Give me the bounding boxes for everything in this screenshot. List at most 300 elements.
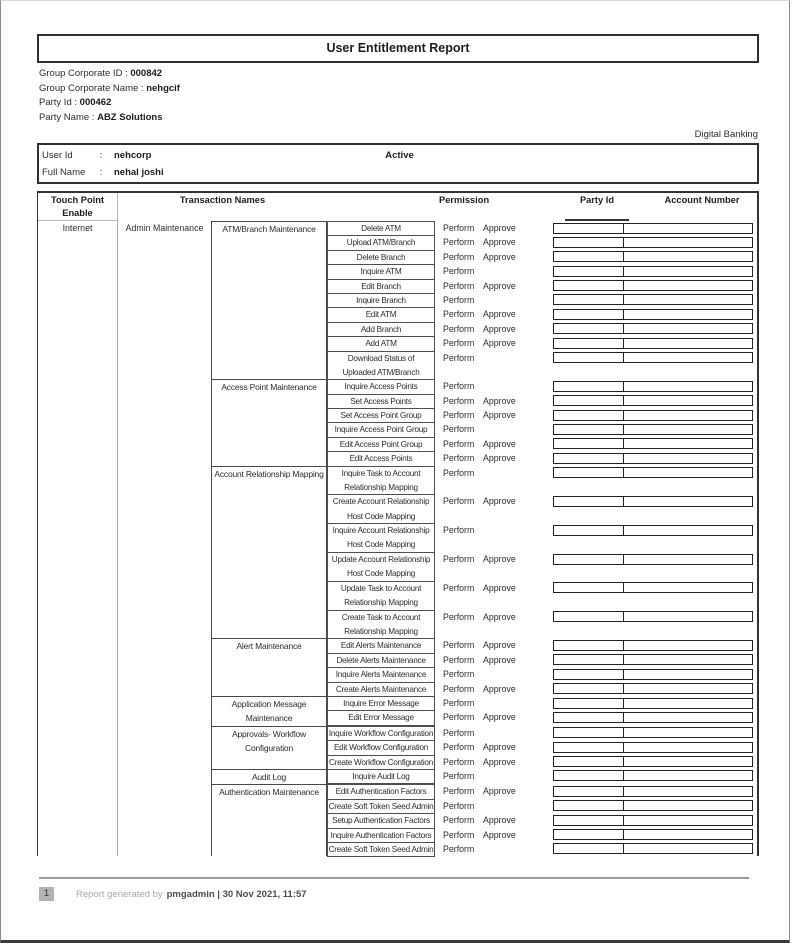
transaction-category-name <box>212 638 327 696</box>
account-number-box <box>624 641 752 650</box>
party-account-box <box>553 770 753 781</box>
approve-label: Approve <box>483 410 516 421</box>
account-number-box <box>624 655 752 664</box>
transaction-name-line: Inquire Branch <box>356 295 406 305</box>
transaction-name-line: Create Task to Account <box>341 612 421 622</box>
header-touch-point-enable <box>38 193 118 221</box>
party-id-box <box>554 526 624 535</box>
party-account-box <box>553 496 753 507</box>
transaction-row <box>327 828 757 843</box>
account-number-box <box>624 382 752 391</box>
party-account-box <box>553 309 753 320</box>
transaction-name-cell <box>327 784 435 799</box>
transaction-name-cell <box>327 494 435 524</box>
permission-cell <box>435 710 547 724</box>
transaction-row <box>327 250 757 265</box>
report-title: User Entitlement Report <box>326 41 470 55</box>
perform-label: Perform <box>443 683 475 694</box>
approve-label: Approve <box>483 815 516 826</box>
transaction-task-list <box>327 726 757 769</box>
entry-boxes <box>547 422 757 435</box>
entry-boxes <box>547 813 757 826</box>
account-number-box <box>624 238 752 247</box>
transaction-task-list <box>327 696 757 726</box>
party-account-box <box>553 829 753 840</box>
party-account-box <box>553 251 753 262</box>
transaction-name-line: Edit Access Point Group <box>339 439 423 449</box>
approve-label: Approve <box>483 237 516 248</box>
transaction-name-line: Delete Alerts Maintenance <box>336 655 426 665</box>
info-value: nehgcif <box>146 82 180 94</box>
table-body <box>38 221 757 856</box>
transaction-name-cell <box>327 755 435 770</box>
transaction-row <box>327 523 757 553</box>
entry-boxes <box>547 221 757 234</box>
account-number-box <box>624 684 752 693</box>
perform-label: Perform <box>443 438 475 449</box>
perform-label: Perform <box>443 251 475 262</box>
full-name-colon: : <box>99 166 103 178</box>
party-id-box <box>554 425 624 434</box>
party-id-box <box>554 454 624 463</box>
party-id-box <box>554 670 624 679</box>
transaction-name-cell <box>327 813 435 828</box>
party-account-box <box>553 395 753 406</box>
full-name-row <box>42 165 757 182</box>
party-id-box <box>554 757 624 766</box>
approve-label: Approve <box>483 323 516 334</box>
party-account-box <box>553 352 753 363</box>
transaction-name-line: Inquire Task to Account <box>341 468 421 478</box>
transaction-name-cell <box>327 682 435 697</box>
transaction-name-cell <box>327 653 435 668</box>
party-id-box <box>554 728 624 737</box>
transaction-section <box>212 769 757 784</box>
transaction-section <box>212 696 757 726</box>
transaction-name-cell <box>327 552 435 582</box>
permission-cell <box>435 799 547 813</box>
transaction-name-line: Inquire Access Points <box>344 382 418 392</box>
transaction-sections <box>212 221 757 856</box>
transaction-name-line: Relationship Mapping <box>344 482 418 492</box>
perform-label: Perform <box>443 582 475 593</box>
account-number-box <box>624 743 752 752</box>
party-account-box <box>553 525 753 536</box>
entry-boxes <box>547 653 757 666</box>
transaction-name-line: Edit Access Points <box>349 454 413 464</box>
transaction-row <box>327 394 757 409</box>
transaction-category-line: Maintenance <box>245 713 293 724</box>
transaction-name-cell <box>327 451 435 466</box>
account-number-box <box>624 339 752 348</box>
entry-boxes <box>547 451 757 464</box>
transaction-name-cell <box>327 394 435 409</box>
transaction-category-line: Alert Maintenance <box>236 641 302 652</box>
party-id-box <box>554 281 624 290</box>
party-id-box <box>554 339 624 348</box>
footer-divider <box>39 877 749 879</box>
approve-label: Approve <box>483 683 516 694</box>
transaction-name-line: Edit Workflow Configuration <box>333 743 429 753</box>
user-status: Active <box>385 150 414 161</box>
transaction-category-line: Audit Log <box>251 771 287 782</box>
transaction-category-line: Approvals- Workflow <box>232 728 306 739</box>
info-label: Party Id : <box>39 97 80 109</box>
transaction-name-line: Edit Error Message <box>348 713 414 723</box>
info-label: Party Name : <box>39 112 98 124</box>
party-id-box <box>554 411 624 420</box>
account-number-box <box>624 468 752 477</box>
header-spacer <box>327 193 435 221</box>
permission-cell <box>435 379 547 393</box>
entry-boxes <box>547 336 757 349</box>
permission-cell <box>435 235 547 249</box>
account-number-box <box>624 699 752 708</box>
permission-cell <box>435 581 547 595</box>
approve-label: Approve <box>483 554 516 565</box>
entry-boxes <box>547 610 757 623</box>
transaction-row <box>327 552 757 582</box>
entry-boxes <box>547 682 757 695</box>
entry-boxes <box>547 279 757 292</box>
entry-boxes <box>547 755 757 768</box>
transaction-row <box>327 682 757 697</box>
transaction-category-line: Authentication Maintenance <box>219 787 319 798</box>
entry-boxes <box>547 638 757 651</box>
permission-cell <box>435 307 547 321</box>
entry-boxes <box>547 437 757 450</box>
permission-cell <box>435 437 547 451</box>
transaction-name-line: Inquire ATM <box>360 267 402 277</box>
transaction-row <box>327 437 757 452</box>
perform-label: Perform <box>443 395 475 406</box>
party-account-box <box>553 381 753 392</box>
transaction-row <box>327 466 757 496</box>
permission-cell <box>435 552 547 566</box>
transaction-name-line: Inquire Authentication Factors <box>330 830 432 840</box>
entry-boxes <box>547 726 757 739</box>
perform-label: Perform <box>443 525 475 536</box>
approve-label: Approve <box>483 280 516 291</box>
transaction-category-name <box>212 466 327 639</box>
party-account-box <box>553 698 753 709</box>
party-account-box <box>553 742 753 753</box>
permission-cell <box>435 322 547 336</box>
transaction-row <box>327 408 757 423</box>
permission-cell <box>435 408 547 422</box>
approve-label: Approve <box>483 712 516 723</box>
transaction-row <box>327 740 757 755</box>
transaction-row <box>327 842 757 857</box>
perform-label: Perform <box>443 266 475 277</box>
transaction-name-line: Update Account Relationship <box>331 555 431 565</box>
party-id-box <box>554 224 624 233</box>
approve-label: Approve <box>483 338 516 349</box>
transaction-row <box>327 264 757 279</box>
generated-by-prefix: Report generated by <box>76 888 163 900</box>
entry-boxes <box>547 740 757 753</box>
party-id-box <box>554 844 624 853</box>
transaction-category-line: ATM/Branch Maintenance <box>222 224 316 234</box>
corporate-info-lines <box>39 67 758 126</box>
permission-cell <box>435 828 547 842</box>
transaction-name-cell <box>327 740 435 755</box>
party-id-box <box>554 816 624 825</box>
transaction-group-column <box>118 221 212 856</box>
perform-label: Perform <box>443 323 475 334</box>
transaction-name-line: Inquire Audit Log <box>352 771 410 781</box>
permission-cell <box>435 813 547 827</box>
permission-cell <box>435 610 547 624</box>
party-id-box <box>554 801 624 810</box>
entry-boxes <box>547 466 757 479</box>
transaction-name-cell <box>327 279 435 294</box>
transaction-category-name <box>212 726 327 769</box>
transaction-section <box>212 784 757 856</box>
transaction-task-list <box>327 784 757 856</box>
perform-label: Perform <box>443 786 475 797</box>
transaction-row <box>327 307 757 322</box>
account-number-box <box>624 310 752 319</box>
perform-label: Perform <box>443 829 475 840</box>
perform-label: Perform <box>443 294 475 305</box>
party-id-box <box>554 555 624 564</box>
account-number-box <box>624 787 752 796</box>
permission-cell <box>435 451 547 465</box>
transaction-name-cell <box>327 466 435 496</box>
perform-label: Perform <box>443 698 475 708</box>
transaction-name-cell <box>327 437 435 452</box>
account-number-box <box>624 425 752 434</box>
party-account-box <box>553 438 753 449</box>
entry-boxes <box>547 784 757 797</box>
transaction-category-name <box>212 221 327 379</box>
corporate-info-block <box>39 67 758 142</box>
transaction-row <box>327 581 757 611</box>
transaction-name-line: Delete ATM <box>361 224 401 233</box>
party-id-box <box>554 382 624 391</box>
party-account-box <box>553 453 753 464</box>
party-id-box <box>554 252 624 261</box>
transaction-name-cell <box>327 610 435 640</box>
account-number-box <box>624 757 752 766</box>
user-summary-box <box>37 143 759 184</box>
account-number-box <box>624 670 752 679</box>
permission-cell <box>435 726 547 740</box>
entry-boxes <box>547 552 757 565</box>
party-id-box <box>554 324 624 333</box>
party-account-box <box>553 223 753 234</box>
party-account-box <box>553 712 753 723</box>
approve-label: Approve <box>483 438 516 449</box>
approve-label: Approve <box>483 640 516 651</box>
permission-cell <box>435 221 547 235</box>
account-number-box <box>624 497 752 506</box>
party-account-box <box>553 815 753 826</box>
perform-label: Perform <box>443 669 475 680</box>
transaction-name-cell <box>327 408 435 423</box>
touch-point-value: Internet <box>62 223 93 233</box>
transaction-name-line: Create Workflow Configuration <box>328 757 434 767</box>
party-account-box <box>553 843 753 854</box>
entry-boxes <box>547 828 757 841</box>
transaction-name-cell <box>327 581 435 611</box>
permission-cell <box>435 466 547 480</box>
permission-cell <box>435 755 547 769</box>
transaction-name-line: Add Branch <box>360 324 402 334</box>
transaction-name-line: Edit ATM <box>365 310 397 320</box>
party-account-box <box>553 786 753 797</box>
perform-label: Perform <box>443 309 475 320</box>
perform-label: Perform <box>443 467 475 478</box>
transaction-category-name <box>212 696 327 726</box>
entry-boxes <box>547 696 757 709</box>
entry-boxes <box>547 494 757 507</box>
transaction-name-line: Create Alerts Maintenance <box>335 684 427 694</box>
entry-boxes <box>547 581 757 594</box>
account-number-box <box>624 555 752 564</box>
transaction-name-line: Edit Alerts Maintenance <box>340 641 422 651</box>
transaction-name-line: Inquire Alerts Maintenance <box>335 670 427 680</box>
permission-cell <box>435 279 547 293</box>
transaction-row <box>327 293 757 308</box>
permission-cell <box>435 638 547 652</box>
perform-label: Perform <box>443 453 475 464</box>
transaction-name-line: Setup Authentication Factors <box>332 816 430 826</box>
party-id-box <box>554 583 624 592</box>
entry-boxes <box>547 710 757 723</box>
party-id-box <box>554 353 624 362</box>
footer <box>39 887 307 901</box>
transaction-row <box>327 726 757 741</box>
transaction-row <box>327 784 757 799</box>
transaction-row <box>327 710 757 725</box>
account-number-box <box>624 612 752 621</box>
transaction-name-line: Inquire Workflow Configuration <box>328 728 434 738</box>
permission-cell <box>435 769 547 783</box>
transaction-row <box>327 755 757 770</box>
party-id-box <box>554 655 624 664</box>
account-number-box <box>624 771 752 780</box>
transaction-row <box>327 813 757 828</box>
account-number-box <box>624 267 752 276</box>
corporate-info-line <box>39 67 758 82</box>
permission-cell <box>435 667 547 681</box>
corporate-info-line <box>39 111 758 126</box>
party-id-box <box>554 439 624 448</box>
transaction-name-cell <box>327 221 435 236</box>
account-number-box <box>624 252 752 261</box>
permission-cell <box>435 523 547 537</box>
transaction-row <box>327 351 757 381</box>
transaction-name-line: Update Task to Account <box>340 583 422 593</box>
transaction-name-line: Inquire Error Message <box>343 699 419 708</box>
transaction-name-line: Relationship Mapping <box>344 598 418 608</box>
perform-label: Perform <box>443 223 475 233</box>
perform-label: Perform <box>443 640 475 651</box>
party-account-box <box>553 582 753 593</box>
account-number-box <box>624 830 752 839</box>
transaction-name-cell <box>327 523 435 553</box>
party-id-box <box>554 787 624 796</box>
perform-label: Perform <box>443 410 475 421</box>
header-touch-point-line1: Touch Point <box>50 195 105 205</box>
perform-label: Perform <box>443 770 475 781</box>
transaction-name-cell <box>327 235 435 250</box>
party-account-box <box>553 727 753 738</box>
approve-label: Approve <box>483 223 516 233</box>
user-id-label: User Id <box>42 150 73 161</box>
party-account-box <box>553 280 753 291</box>
account-number-box <box>624 454 752 463</box>
transaction-name-line: Upload ATM/Branch <box>346 238 416 248</box>
corporate-info-line <box>39 96 758 111</box>
transaction-category-line: Application Message <box>231 699 307 709</box>
transaction-name-line: Relationship Mapping <box>344 626 418 636</box>
party-account-box <box>553 467 753 478</box>
user-id-colon: : <box>99 150 103 161</box>
approve-label: Approve <box>483 756 516 767</box>
report-title-box <box>37 34 759 63</box>
party-account-box <box>553 554 753 565</box>
approve-label: Approve <box>483 654 516 665</box>
party-id-box <box>554 396 624 405</box>
transaction-name-cell <box>327 696 435 711</box>
full-name-label: Full Name <box>42 166 86 178</box>
party-id-box <box>554 468 624 477</box>
header-touch-point-line2: Enable <box>62 208 93 218</box>
transaction-name-line: Download Status of <box>347 353 415 363</box>
transaction-name-line: Create Soft Token Seed Admin <box>328 844 434 854</box>
transaction-task-list <box>327 221 757 379</box>
transaction-name-cell <box>327 379 435 394</box>
entry-boxes <box>547 799 757 812</box>
transaction-section <box>212 726 757 769</box>
permission-cell <box>435 682 547 696</box>
perform-label: Perform <box>443 496 475 507</box>
entry-boxes <box>547 379 757 392</box>
transaction-row <box>327 322 757 337</box>
perform-label: Perform <box>443 756 475 767</box>
transaction-task-list <box>327 769 757 784</box>
transaction-row <box>327 379 757 394</box>
transaction-section <box>212 221 757 379</box>
account-number-box <box>624 295 752 304</box>
party-account-box <box>553 683 753 694</box>
approve-label: Approve <box>483 829 516 840</box>
page-number-badge: 1 <box>39 887 54 901</box>
permission-cell <box>435 696 547 710</box>
transaction-section <box>212 638 757 696</box>
entry-boxes <box>547 307 757 320</box>
transaction-name-line: Set Access Points <box>350 396 412 406</box>
transaction-task-list <box>327 638 757 696</box>
transaction-row <box>327 799 757 814</box>
account-number-box <box>624 281 752 290</box>
party-account-box <box>553 669 753 680</box>
transaction-name-cell <box>327 250 435 265</box>
user-id-value: nehcorp <box>114 150 152 161</box>
transaction-name-line: Inquire Account Relationship <box>332 526 430 536</box>
info-label: Group Corporate Name : <box>39 82 147 94</box>
party-id-box <box>554 743 624 752</box>
transaction-name-cell <box>327 667 435 682</box>
entry-boxes <box>547 235 757 248</box>
transaction-row <box>327 769 757 784</box>
perform-label: Perform <box>443 727 475 738</box>
permission-cell <box>435 250 547 264</box>
permission-cell <box>435 264 547 278</box>
